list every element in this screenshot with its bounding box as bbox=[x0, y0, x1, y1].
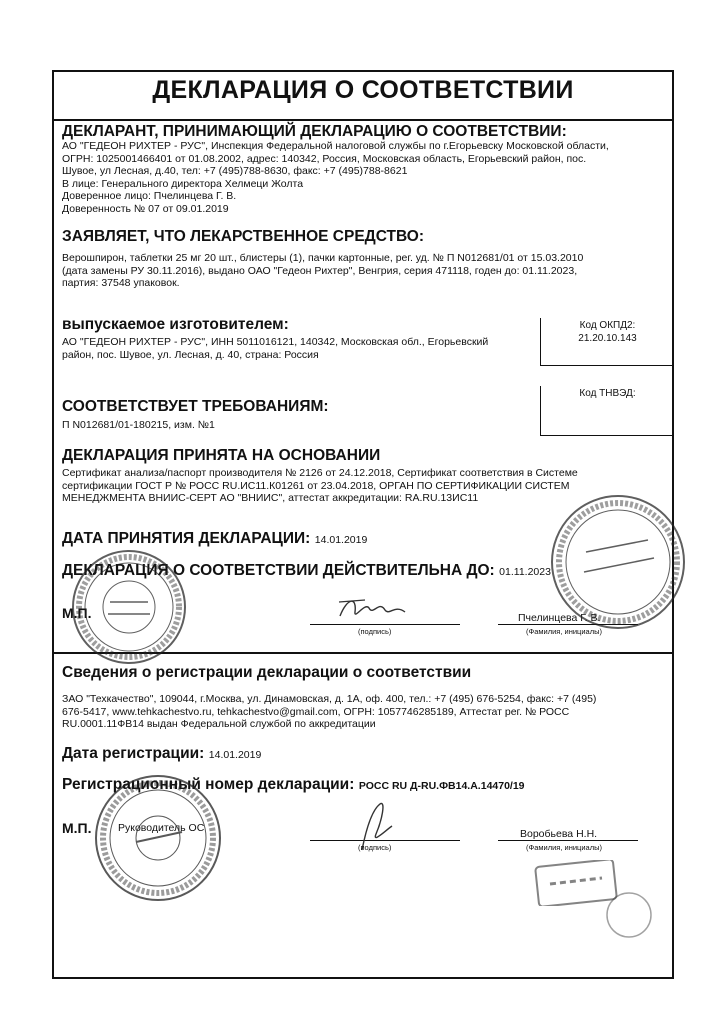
registration-heading: Сведения о регистрации декларации о соответствии bbox=[62, 664, 472, 681]
manufacturer-text: АО "ГЕДЕОН РИХТЕР - РУС", ИНН 5011016121, 140342, Московская обл., Егорьевский район, пос. Шувое, ул. Лесная, д. 40, страна: Россия bbox=[62, 336, 489, 361]
signer-name-2: Воробьева Н.Н. bbox=[520, 828, 598, 840]
signature-caption-2: (подпись) bbox=[358, 843, 392, 852]
basis-heading: ДЕКЛАРАЦИЯ ПРИНЯТА НА ОСНОВАНИИ bbox=[62, 447, 381, 464]
requirements-text: П N012681/01-180215, изм. №1 bbox=[62, 419, 215, 431]
name-caption-2: (Фамилия, инициалы) bbox=[526, 843, 602, 852]
valid-until-value: 01.11.2023 bbox=[499, 566, 551, 578]
product-text: Верошпирон, таблетки 25 мг 20 шт., блистеры (1), пачки картонные, рег. уд. № П N012681/01 от 15.03.2010 (дата замены РУ 30.11.2016), выдано ОАО "Гедеон Рихтер", Венгрия, серия 471118, годен до: 01.11.2023, партия: 37548 упаковок. bbox=[62, 252, 584, 290]
okpd2-value: 21.20.10.143 bbox=[578, 333, 637, 344]
tnved-box bbox=[540, 386, 674, 436]
name-line-2 bbox=[498, 840, 638, 841]
mp-label-1: М.П. bbox=[62, 605, 92, 621]
declarant-heading: ДЕКЛАРАНТ, ПРИНИМАЮЩИЙ ДЕКЛАРАЦИЮ О СООТВЕТСТВИИ: bbox=[62, 123, 567, 140]
acceptance-date-value: 14.01.2019 bbox=[314, 534, 368, 546]
acceptance-date-row bbox=[62, 530, 367, 548]
manufacturer-heading: выпускаемое изготовителем: bbox=[62, 316, 289, 333]
tnved-label: Код ТНВЭД: bbox=[579, 388, 636, 399]
product-heading: ЗАЯВЛЯЕТ, ЧТО ЛЕКАРСТВЕННОЕ СРЕДСТВО: bbox=[62, 228, 425, 245]
title-divider bbox=[52, 119, 674, 121]
name-caption-1: (Фамилия, инициалы) bbox=[526, 627, 602, 636]
copy-stamp-round bbox=[604, 890, 654, 940]
valid-until-label: ДЕКЛАРАЦИЯ О СООТВЕТСТВИИ ДЕЙСТВИТЕЛЬНА ДО: bbox=[62, 562, 495, 579]
signature-caption-1: (подпись) bbox=[358, 627, 392, 636]
registration-date-row bbox=[62, 745, 261, 763]
document-title: ДЕКЛАРАЦИЯ О СООТВЕТСТВИИ bbox=[152, 76, 574, 104]
basis-text: Сертификат анализа/паспорт производителя № 2126 от 24.12.2018, Сертификат соответствия в Системе сертификации ГОСТ Р № РОСС RU.ИС11.К01261 от 23.04.2018, ОРГАН ПО СЕРТИФИКАЦИИ СИСТЕМ МЕНЕДЖМЕНТА ВНИИС-СЕРТ АО "ВНИИС", аттестат аккредитации: RA.RU.13ИС11 bbox=[62, 467, 578, 505]
registration-number-value: РОСС RU Д-RU.ФВ14.А.14470/19 bbox=[358, 780, 525, 792]
declarant-text: АО "ГЕДЕОН РИХТЕР - РУС", Инспекция Федеральной налоговой службы по г.Егорьевску Московской области, ОГРН: 1025001466401 от 01.08.2002, адрес: 140342, Россия, Московская область, Егорьевский район, пос. Шувое, ул Лесная, д.40, тел: +7 (495)788-8630, факс: +7 (495)788-8621 В лице: Генерального директора Хелмеци Жолта Доверенное лицо: Пчелинцева Г. В. Доверенность № 07 от 09.01.2019 bbox=[62, 140, 609, 215]
acceptance-date-label: ДАТА ПРИНЯТИЯ ДЕКЛАРАЦИИ: bbox=[62, 530, 311, 547]
okpd2-box bbox=[540, 318, 674, 366]
registration-number-label: Регистрационный номер декларации: bbox=[62, 776, 355, 793]
head-of-body-label: Руководитель ОС bbox=[118, 822, 205, 834]
signature-line-1 bbox=[310, 624, 460, 625]
signer-name-1: Пчелинцева Г. В. bbox=[518, 612, 601, 624]
declarant-round-stamp bbox=[70, 548, 188, 666]
certificates-round-stamp bbox=[548, 492, 688, 632]
requirements-heading: СООТВЕТСТВУЕТ ТРЕБОВАНИЯМ: bbox=[62, 398, 329, 415]
registration-text: ЗАО "Техкачество", 109044, г.Москва, ул. Динамовская, д. 1А, оф. 400, тел.: +7 (495) 676-5254, факс: +7 (495) 676-5417, www.tehkachestvo.ru, tehkachestvo@gmail.com, ОГРН: 1057746285189, Аттестат рег. № РОСС RU.0001.11ФВ14 выдан Федеральной службой по аккредитации bbox=[62, 693, 597, 731]
okpd2-label: Код ОКПД2: bbox=[579, 320, 636, 331]
mp-label-2: М.П. bbox=[62, 820, 92, 836]
handwritten-signature-1 bbox=[335, 594, 415, 624]
registration-date-label: Дата регистрации: bbox=[62, 745, 205, 762]
registration-date-value: 14.01.2019 bbox=[208, 749, 262, 761]
registrar-round-stamp bbox=[92, 772, 224, 904]
